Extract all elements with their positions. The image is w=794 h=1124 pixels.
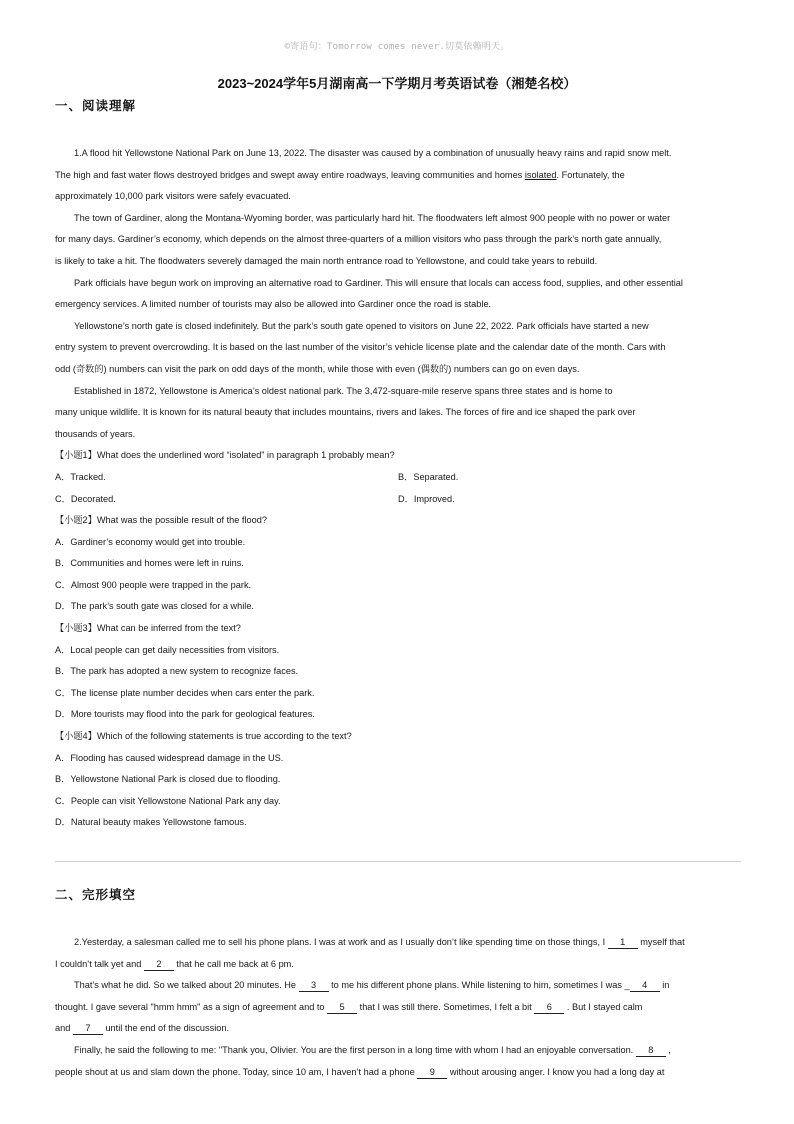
q4-option-d[interactable]: D．Natural beauty makes Yellowstone famous. [55, 817, 247, 828]
passage-line: odd (奇数的) numbers can visit the park on odd days of the month, while those with even (偶数的) numbers can go on even days. [55, 363, 580, 374]
cloze-passage [55, 932, 741, 1083]
cloze-line: and 7 until the end of the discussion. [55, 1023, 230, 1034]
q3-option-b[interactable]: B．The park has adopted a new system to recognize faces. [55, 666, 299, 677]
cloze-blank-2[interactable]: 2 [144, 959, 174, 971]
cloze-blank-5[interactable]: 5 [327, 1002, 357, 1014]
q1-option-a[interactable]: A．Tracked. [55, 471, 106, 482]
q3-option-d[interactable]: D．More tourists may flood into the park for geological features. [55, 709, 315, 720]
passage-line: Established in 1872, Yellowstone is America’s oldest national park. The 3,472-square-mile reserve spans three states and is home to [74, 385, 613, 396]
question-1-stem: 【小题1】What does the underlined word “isolated” in paragraph 1 probably mean? [55, 450, 395, 461]
underlined-word-isolated: isolated [524, 169, 557, 180]
cloze-blank-4[interactable]: 4 [630, 980, 660, 992]
q2-option-d[interactable]: D．The park’s south gate was closed for a while. [55, 601, 254, 612]
q3-option-a[interactable]: A．Local people can get daily necessities from visitors. [55, 644, 280, 655]
section-reading-heading: 一、阅读理解 [55, 98, 137, 113]
cloze-blank-7[interactable]: 7 [73, 1023, 103, 1035]
watermark-quote: ©寄语句：Tomorrow comes never.切莫依赖明天。 [284, 42, 510, 52]
cloze-blank-3[interactable]: 3 [299, 980, 329, 992]
question-1-options-row [55, 489, 741, 511]
cloze-line: thought. I gave several "hmm hmm" as a sign of agreement and to 5 that I was still there. Sometimes, I felt a bit 6 . But I stayed calm [55, 1001, 643, 1012]
q2-option-a[interactable]: A．Gardiner’s economy would get into trouble. [55, 536, 246, 547]
q1-option-b[interactable]: B．Separated. [398, 471, 459, 482]
section-divider [55, 861, 741, 862]
section-cloze-heading: 二、完形填空 [55, 887, 137, 902]
passage-line: approximately 10,000 park visitors were safely evacuated. [55, 191, 291, 202]
passage-line: 1.A flood hit Yellowstone National Park on June 13, 2022. The disaster was caused by a combination of unusually heavy rains and rapid snow melt. [74, 148, 672, 158]
cloze-line: Finally, he said the following to me: "Thank you, Olivier. You are the first person in a long time with whom I had an enjoyable conversation. 8 , [74, 1044, 671, 1055]
exam-title: 2023~2024学年5月湖南高一下学期月考英语试卷（湘楚名校） [217, 76, 577, 91]
cloze-line: people shout at us and slam down the phone. Today, since 10 am, I haven’t had a phone 9 without arousing anger. I know you had a long day at [55, 1066, 665, 1077]
q2-option-b[interactable]: B．Communities and homes were left in ruins. [55, 558, 244, 569]
passage-line: entry system to prevent overcrowding. It is based on the last number of the visitor’s vehicle license plate and the calendar date of the month. Cars with [55, 342, 666, 353]
cloze-blank-6[interactable]: 6 [534, 1002, 564, 1014]
cloze-blank-9[interactable]: 9 [417, 1067, 447, 1079]
passage-line: The high and fast water flows destroyed bridges and swept away entire roadways, leaving communities and homes isolated. Fortunately, the [55, 169, 625, 180]
reading-passage [55, 143, 741, 834]
passage-line: emergency services. A limited number of tourists may also be allowed into Gardiner once the road is stable. [55, 299, 492, 310]
question-4-stem: 【小题4】Which of the following statements is true according to the text? [55, 731, 352, 742]
passage-line: is likely to take a hit. The floodwaters severely damaged the main north entrance road to Yellowstone, and could take years to rebuild. [55, 255, 598, 266]
passage-line: many unique wildlife. It is known for its natural beauty that includes mountains, rivers and lakes. The forces of fire and ice shaped the park over [55, 407, 636, 418]
passage-line: for many days. Gardiner’s economy, which depends on the almost three-quarters of a million visitors who pass through the park’s north gate annually, [55, 234, 662, 245]
cloze-blank-8[interactable]: 8 [636, 1045, 666, 1057]
passage-line: thousands of years. [55, 428, 136, 439]
cloze-line: I couldn’t talk yet and 2 that he call me back at 6 pm. [55, 958, 294, 969]
passage-line: Park officials have begun work on improving an alternative road to Gardiner. This will ensure that locals can access food, supplies, and other essential [74, 277, 683, 288]
passage-line: The town of Gardiner, along the Montana-Wyoming border, was particularly hard hit. The floodwaters left almost 900 people with no power or water [74, 212, 671, 223]
cloze-line: That’s what he did. So we talked about 20 minutes. He 3 to me his different phone plans. While listening to him, sometimes I was _ 4 in [74, 980, 670, 991]
passage-line: Yellowstone’s north gate is closed indefinitely. But the park’s south gate opened to visitors on June 22, 2022. Park officials have started a new [74, 320, 649, 331]
cloze-blank-1[interactable]: 1 [608, 937, 638, 949]
cloze-line: 2.Yesterday, a salesman called me to sell his phone plans. I was at work and as I usually don’t like spending time on those things, I 1 myself that [74, 937, 685, 947]
q4-option-b[interactable]: B．Yellowstone National Park is closed due to flooding. [55, 774, 281, 785]
q2-option-c[interactable]: C．Almost 900 people were trapped in the park. [55, 579, 252, 590]
question-3-stem: 【小题3】What can be inferred from the text? [55, 623, 241, 634]
q1-option-c[interactable]: C．Decorated. [55, 493, 116, 504]
q4-option-a[interactable]: A．Flooding has caused widespread damage in the US. [55, 752, 284, 763]
q1-option-d[interactable]: D．Improved. [398, 493, 455, 504]
question-1-options-row [55, 467, 741, 489]
question-2-stem: 【小题2】What was the possible result of the flood? [55, 515, 267, 526]
q3-option-c[interactable]: C．The license plate number decides when cars enter the park. [55, 687, 315, 698]
q4-option-c[interactable]: C．People can visit Yellowstone National Park any day. [55, 795, 281, 806]
